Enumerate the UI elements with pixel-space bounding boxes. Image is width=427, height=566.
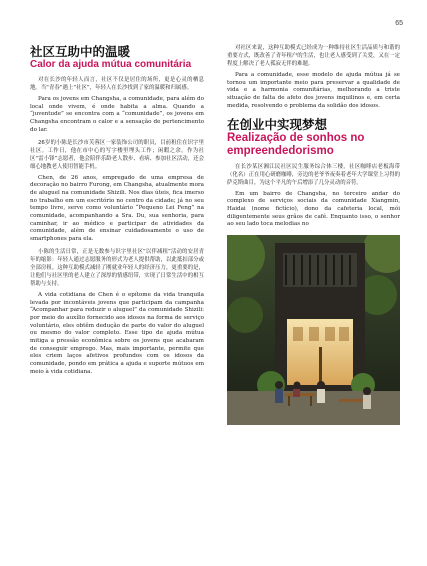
photo-community-cafe (227, 235, 400, 425)
right-column (227, 44, 400, 425)
section-title-pt: Realização de sonhos no empreendedorismo (227, 131, 365, 157)
paragraph-zh: 对在长沙的年轻人而言，社区不仅是居住的场所，更是心灵的栖息地。当“青春”遇上“社区”，年轻人在长沙找到了家的温暖和归属感。 (30, 77, 204, 91)
paragraph-zh: 在长沙某区湘江民社区民生服务综合体三楼，社区咖啡店老板海带（化名）正在用心研磨咖啡，旁边的老爷爷夜奏着老年大学课堂上习得的萨克斯曲目，为这个平凡的午后增添了几分灵动的音符。 (227, 163, 400, 186)
paragraph-pt: Para a comunidade, esse modelo de ajuda mútua já se tornou um importante meio para preservar a qualidade de vida e a harmonia comunitárias, melhorando a triste situação de falta de afeto dos jovens inquilinos e, em certa medida, resolvendo o problema da solidão dos idosos. (227, 72, 400, 109)
paragraph-zh: 对社区来说，这种互助模式已经成为一种维持社区生活品质与和谐的重要方式，既改善了青年租户的生活，也让老人感受到了关爱，又在一定程度上解决了老人孤寂无伴的难题。 (227, 45, 400, 67)
section-title-zh: 在创业中实现梦想 (227, 116, 328, 132)
section-title-pt: Calor da ajuda mútua comunitária (30, 59, 192, 70)
paragraph-pt: Em um bairro de Changsha, no terceiro andar do complexo de serviços sociais da comunidade Xiangmin, Haidai (nome fictício), dono da cafeteria local, mói diligentemente seus grãos de café. Enquanto isso, o senhor ao seu lado toca melodias no (227, 190, 400, 228)
section-entrepreneurship (227, 117, 400, 230)
left-column (30, 44, 204, 381)
section-title-zh: 社区互助中的温暖 (30, 44, 131, 59)
page-number: 65 (395, 20, 403, 27)
paragraph-pt: Para os jovens em Changsha, a comunidade, para além do local onde vivem, é onde habita a alma. Quando a “juventude” se encontra com a “comunidade”, os jovens em Changsha encontram o calor e a sensação de pertencimento do lar. (30, 96, 204, 133)
paragraph-zh: 26岁的小陈是长沙市芙蓉区一家装饰公司的职员，目前租住在识字里社区。工作日，他在市中心的写字楼里埋头工作；闲暇之余，作为社区“雷小锋”志愿者，他会陪伴乐龄老人散步、看病、参加社区活动，还会细心地教老人使用智能手机。 (30, 139, 204, 170)
cafe-illustration (227, 235, 400, 425)
paragraph-pt: A vida cotidiana de Chen é o epítome da vida tranquila levada por incontáveis jovens que participam da campanha “Acompanhar para reduzir o aluguel” da comunidade Shizili: por meio do auxílio fornecido aos idosos na forma de serviço voluntário, eles obtêm dedução de parte do valor do aluguel ou mesmo do valor completo. Esse tipo de ajuda mútua mitiga a pressão econômica sobre os jovens que acabaram de conseguir emprego. Mas, mais importante, permite que eles criem laços afetivos profundos com os idosos da comunidade, pondo em prática a ajuda e suporte mútuos em meio à vida cotidiana. (30, 291, 204, 375)
paragraph-pt: Chen, de 26 anos, empregado de uma empresa de decoração no bairro Furong, em Changsha, atualmente mora de aluguel na comunidade Shizili. Nos dias úteis, fica imerso no trabalho em um escritório no centro da cidade; já no seu tempo livre, serve como voluntário “Pequeno Lei Feng” na comunidade, acompanhando a Sra. Du, sua senhoria, para caminhar, ir ao médico e participar de atividades da comunidade, além de ensinar cuidadosamente o uso de smartphones para ela. (30, 174, 204, 243)
paragraph-zh: 小陈的生活日常，正是无数参与识字里社区“以伴减租”活动的安居青年的缩影：年轻人通过志愿服务的形式为老人提供帮助，以此抵扣部分或全部房租。这种互助模式减轻了刚就业年轻人的经济压力，更重要的是，让他们与社区里的老人建立了深厚的情感纽带，实现了日常生活中的相互帮助与支持。 (30, 248, 204, 287)
